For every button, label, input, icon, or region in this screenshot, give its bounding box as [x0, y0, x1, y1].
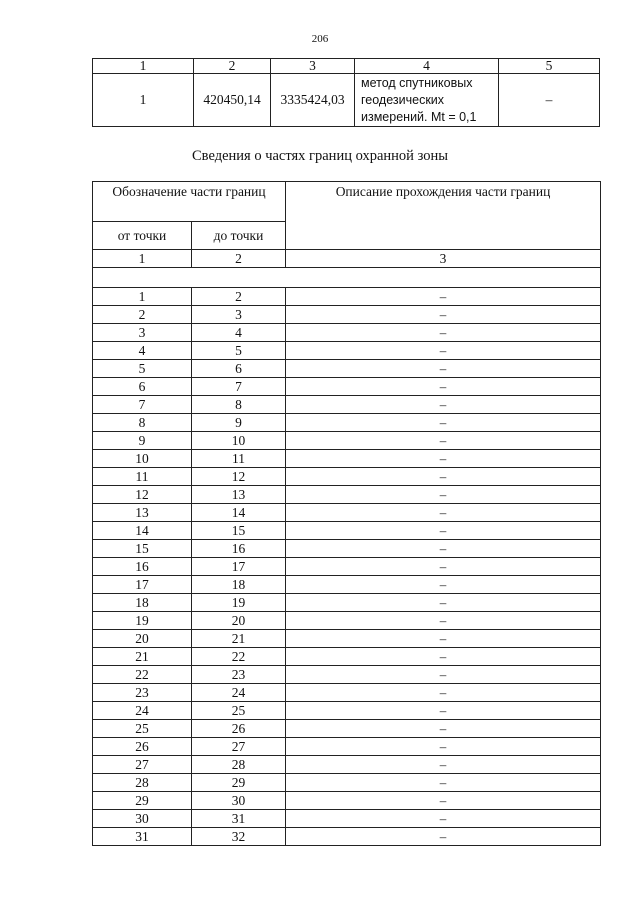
table-row	[93, 720, 601, 738]
table-row	[93, 432, 601, 450]
from-point-cell: 27	[93, 756, 192, 774]
table-row	[93, 810, 601, 828]
description-cell: –	[286, 414, 601, 432]
method-cell	[355, 74, 499, 127]
to-point-cell: 24	[192, 684, 286, 702]
table-row	[93, 414, 601, 432]
table-row	[93, 324, 601, 342]
from-point-cell: 1	[93, 288, 192, 306]
from-point-cell: 2	[93, 306, 192, 324]
table-row	[93, 774, 601, 792]
col-header-5: 5	[499, 59, 600, 74]
from-point-cell: 13	[93, 504, 192, 522]
description-cell: –	[286, 540, 601, 558]
table-row	[93, 612, 601, 630]
from-point-cell: 29	[93, 792, 192, 810]
to-point-cell: 28	[192, 756, 286, 774]
to-point-cell: 9	[192, 414, 286, 432]
coordinates-data-row	[93, 74, 600, 127]
table-row	[93, 504, 601, 522]
column-number-1: 1	[93, 250, 192, 268]
from-point-cell: 5	[93, 360, 192, 378]
to-point-cell: 5	[192, 342, 286, 360]
description-cell: –	[286, 558, 601, 576]
to-point-cell: 32	[192, 828, 286, 846]
to-point-cell: 4	[192, 324, 286, 342]
boundary-part-designation-header: Обозначение части границ	[93, 182, 286, 222]
description-cell: –	[286, 450, 601, 468]
table-row	[93, 576, 601, 594]
col-header-3: 3	[271, 59, 355, 74]
table-row	[93, 792, 601, 810]
to-point-cell: 19	[192, 594, 286, 612]
from-point-cell: 28	[93, 774, 192, 792]
table-row	[93, 288, 601, 306]
table-row	[93, 522, 601, 540]
to-point-cell: 25	[192, 702, 286, 720]
to-point-cell: 12	[192, 468, 286, 486]
description-cell: –	[286, 432, 601, 450]
to-point-cell: 23	[192, 666, 286, 684]
from-point-cell: 24	[93, 702, 192, 720]
description-cell: –	[286, 738, 601, 756]
blank-separator-row	[93, 268, 601, 288]
from-point-cell: 4	[93, 342, 192, 360]
table-row	[93, 360, 601, 378]
description-cell: –	[286, 810, 601, 828]
coordinates-header-row	[93, 59, 600, 74]
from-point-header: от точки	[93, 222, 192, 250]
table-row	[93, 540, 601, 558]
table-row	[93, 684, 601, 702]
to-point-cell: 22	[192, 648, 286, 666]
table-row	[93, 702, 601, 720]
from-point-cell: 15	[93, 540, 192, 558]
from-point-cell: 26	[93, 738, 192, 756]
header-row-1	[93, 182, 601, 222]
description-cell: –	[286, 522, 601, 540]
boundary-parts-table	[92, 181, 601, 846]
to-point-cell: 10	[192, 432, 286, 450]
to-point-cell: 17	[192, 558, 286, 576]
from-point-cell: 17	[93, 576, 192, 594]
table-row	[93, 450, 601, 468]
from-point-cell: 7	[93, 396, 192, 414]
table-row	[93, 756, 601, 774]
description-cell: –	[286, 486, 601, 504]
to-point-header: до точки	[192, 222, 286, 250]
from-point-cell: 11	[93, 468, 192, 486]
from-point-cell: 18	[93, 594, 192, 612]
column-number-2: 2	[192, 250, 286, 268]
to-point-cell: 30	[192, 792, 286, 810]
from-point-cell: 19	[93, 612, 192, 630]
description-cell: –	[286, 324, 601, 342]
table-row	[93, 558, 601, 576]
from-point-cell: 8	[93, 414, 192, 432]
description-cell: –	[286, 756, 601, 774]
table-row	[93, 396, 601, 414]
to-point-cell: 18	[192, 576, 286, 594]
from-point-cell: 22	[93, 666, 192, 684]
table-row	[93, 306, 601, 324]
from-point-cell: 9	[93, 432, 192, 450]
from-point-cell: 25	[93, 720, 192, 738]
to-point-cell: 27	[192, 738, 286, 756]
description-cell: –	[286, 792, 601, 810]
from-point-cell: 21	[93, 648, 192, 666]
from-point-cell: 23	[93, 684, 192, 702]
col-header-2: 2	[194, 59, 271, 74]
table-row	[93, 630, 601, 648]
from-point-cell: 3	[93, 324, 192, 342]
table-row	[93, 342, 601, 360]
y-coordinate-cell: 3335424,03	[271, 74, 355, 127]
to-point-cell: 11	[192, 450, 286, 468]
column-number-3: 3	[286, 250, 601, 268]
method-line-2: геодезических	[361, 92, 445, 107]
description-cell: –	[286, 288, 601, 306]
table-row	[93, 648, 601, 666]
method-line-1: метод спутниковых	[361, 75, 473, 90]
from-point-cell: 30	[93, 810, 192, 828]
description-cell: –	[286, 612, 601, 630]
section-title: Сведения о частях границ охранной зоны	[192, 148, 448, 164]
to-point-cell: 26	[192, 720, 286, 738]
table-row	[93, 468, 601, 486]
col-header-1: 1	[93, 59, 194, 74]
column-number-row	[93, 250, 601, 268]
description-cell: –	[286, 774, 601, 792]
table-row	[93, 594, 601, 612]
table-row	[93, 378, 601, 396]
description-cell: –	[286, 630, 601, 648]
blank-separator-cell	[93, 268, 601, 288]
to-point-cell: 29	[192, 774, 286, 792]
table-row	[93, 828, 601, 846]
boundary-description-header: Описание прохождения части границ	[286, 182, 601, 250]
table-row	[93, 486, 601, 504]
from-point-cell: 10	[93, 450, 192, 468]
x-coordinate-cell: 420450,14	[194, 74, 271, 127]
to-point-cell: 31	[192, 810, 286, 828]
to-point-cell: 8	[192, 396, 286, 414]
from-point-cell: 12	[93, 486, 192, 504]
point-number-cell: 1	[93, 74, 194, 127]
to-point-cell: 21	[192, 630, 286, 648]
to-point-cell: 3	[192, 306, 286, 324]
to-point-cell: 6	[192, 360, 286, 378]
col-header-4: 4	[355, 59, 499, 74]
to-point-cell: 2	[192, 288, 286, 306]
description-cell: –	[286, 360, 601, 378]
to-point-cell: 16	[192, 540, 286, 558]
from-point-cell: 20	[93, 630, 192, 648]
to-point-cell: 20	[192, 612, 286, 630]
description-cell: –	[286, 342, 601, 360]
description-cell: –	[286, 378, 601, 396]
table-row	[93, 666, 601, 684]
to-point-cell: 14	[192, 504, 286, 522]
coordinates-table	[92, 58, 600, 127]
description-cell: –	[286, 720, 601, 738]
description-cell: –	[286, 684, 601, 702]
from-point-cell: 16	[93, 558, 192, 576]
description-cell: –	[286, 396, 601, 414]
page-number: 206	[311, 33, 329, 45]
description-cell: –	[286, 576, 601, 594]
description-cell: –	[286, 702, 601, 720]
to-point-cell: 13	[192, 486, 286, 504]
description-cell: –	[286, 306, 601, 324]
to-point-cell: 7	[192, 378, 286, 396]
description-cell: –	[286, 468, 601, 486]
description-cell: –	[286, 594, 601, 612]
table-row	[93, 738, 601, 756]
description-cell: –	[286, 666, 601, 684]
note-cell: –	[499, 74, 600, 127]
from-point-cell: 31	[93, 828, 192, 846]
to-point-cell: 15	[192, 522, 286, 540]
method-line-3: измерений. Mt = 0,1	[361, 109, 477, 124]
from-point-cell: 6	[93, 378, 192, 396]
description-cell: –	[286, 648, 601, 666]
description-cell: –	[286, 828, 601, 846]
description-cell: –	[286, 504, 601, 522]
from-point-cell: 14	[93, 522, 192, 540]
